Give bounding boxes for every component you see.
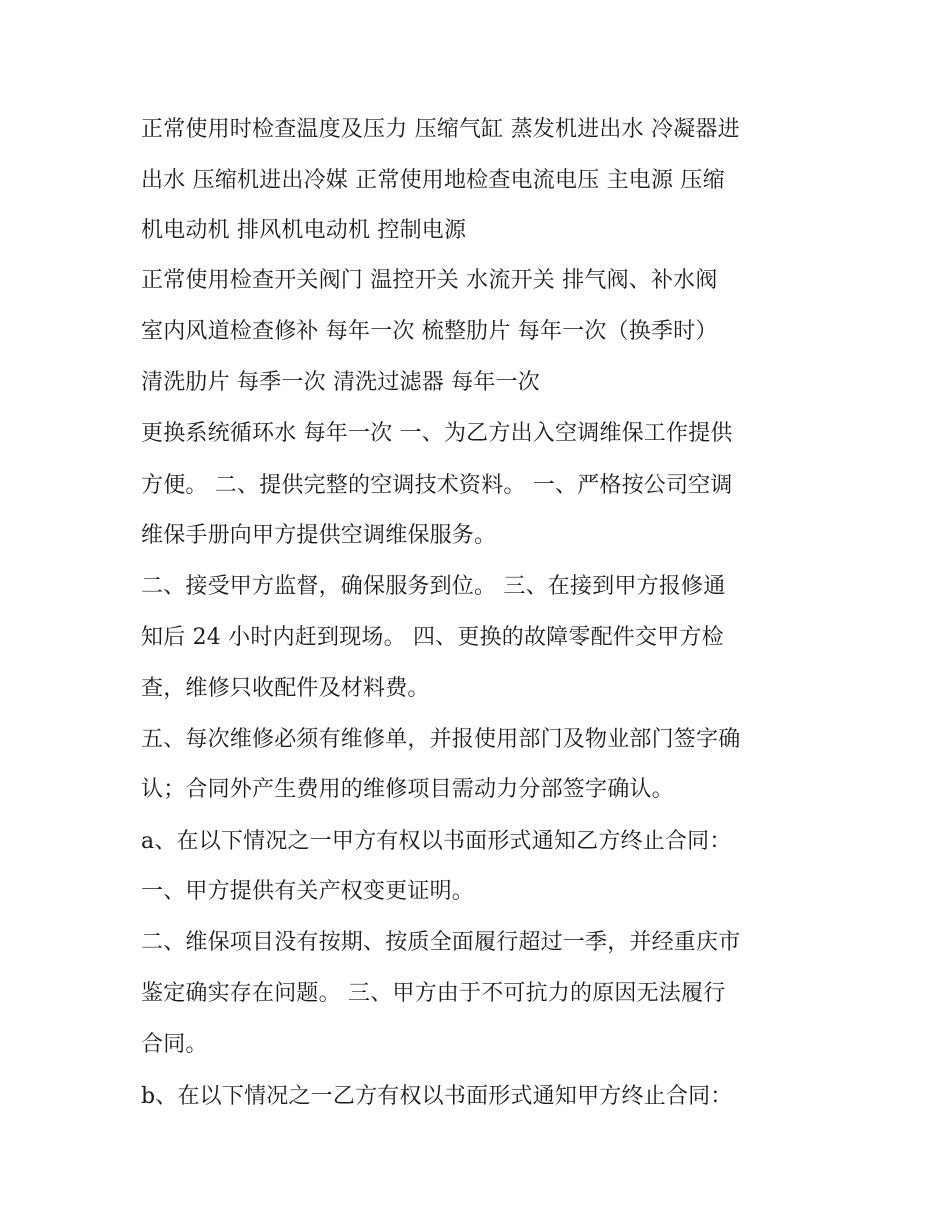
text-line: 正常使用检查开关阀门 温控开关 水流开关 排气阀、补水阀 — [141, 268, 718, 293]
text-line: 二、接受甲方监督，确保服务到位。 三、在接到甲方报修通 — [141, 574, 726, 599]
text-line: 鉴定确实存在问题。 三、甲方由于不可抗力的原因无法履行 — [141, 981, 726, 1006]
text-line: 五、每次维修必须有维修单，并报使用部门及物业部门签字确 — [141, 727, 741, 752]
text-line: 二、维保项目没有按期、按质全面履行超过一季，并经重庆市 — [141, 930, 741, 955]
text-line: b、在以下情况之一乙方有权以书面形式通知甲方终止合同： — [141, 1084, 733, 1109]
text-line: 室内风道检查修补 每年一次 梳整肋片 每年一次（换季时） — [141, 319, 718, 344]
text-line: 合同。 — [141, 1032, 208, 1057]
text-line: 知后 24 小时内赶到现场。 四、更换的故障零配件交甲方检 — [141, 625, 724, 650]
text-line: 更换系统循环水 每年一次 一、为乙方出入空调维保工作提供 — [141, 421, 733, 446]
text-line: 认；合同外产生费用的维修项目需动力分部签字确认。 — [141, 777, 674, 802]
text-line: 维保手册向甲方提供空调维保服务。 — [141, 523, 497, 548]
text-line: 出水 压缩机进出冷媒 正常使用地检查电流电压 主电源 压缩 — [141, 168, 725, 193]
text-line: 机电动机 排风机电动机 控制电源 — [141, 218, 467, 243]
text-line: 方便。 二、提供完整的空调技术资料。 一、严格按公司空调 — [141, 473, 733, 498]
text-line: 正常使用时检查温度及压力 压缩气缸 蒸发机进出水 冷凝器进 — [141, 117, 740, 142]
text-line: 清洗肋片 每季一次 清洗过滤器 每年一次 — [141, 370, 540, 395]
text-line: 一、甲方提供有关产权变更证明。 — [141, 879, 475, 904]
text-line: 查，维修只收配件及材料费。 — [141, 676, 430, 701]
text-line: a、在以下情况之一甲方有权以书面形式通知乙方终止合同： — [141, 829, 732, 854]
